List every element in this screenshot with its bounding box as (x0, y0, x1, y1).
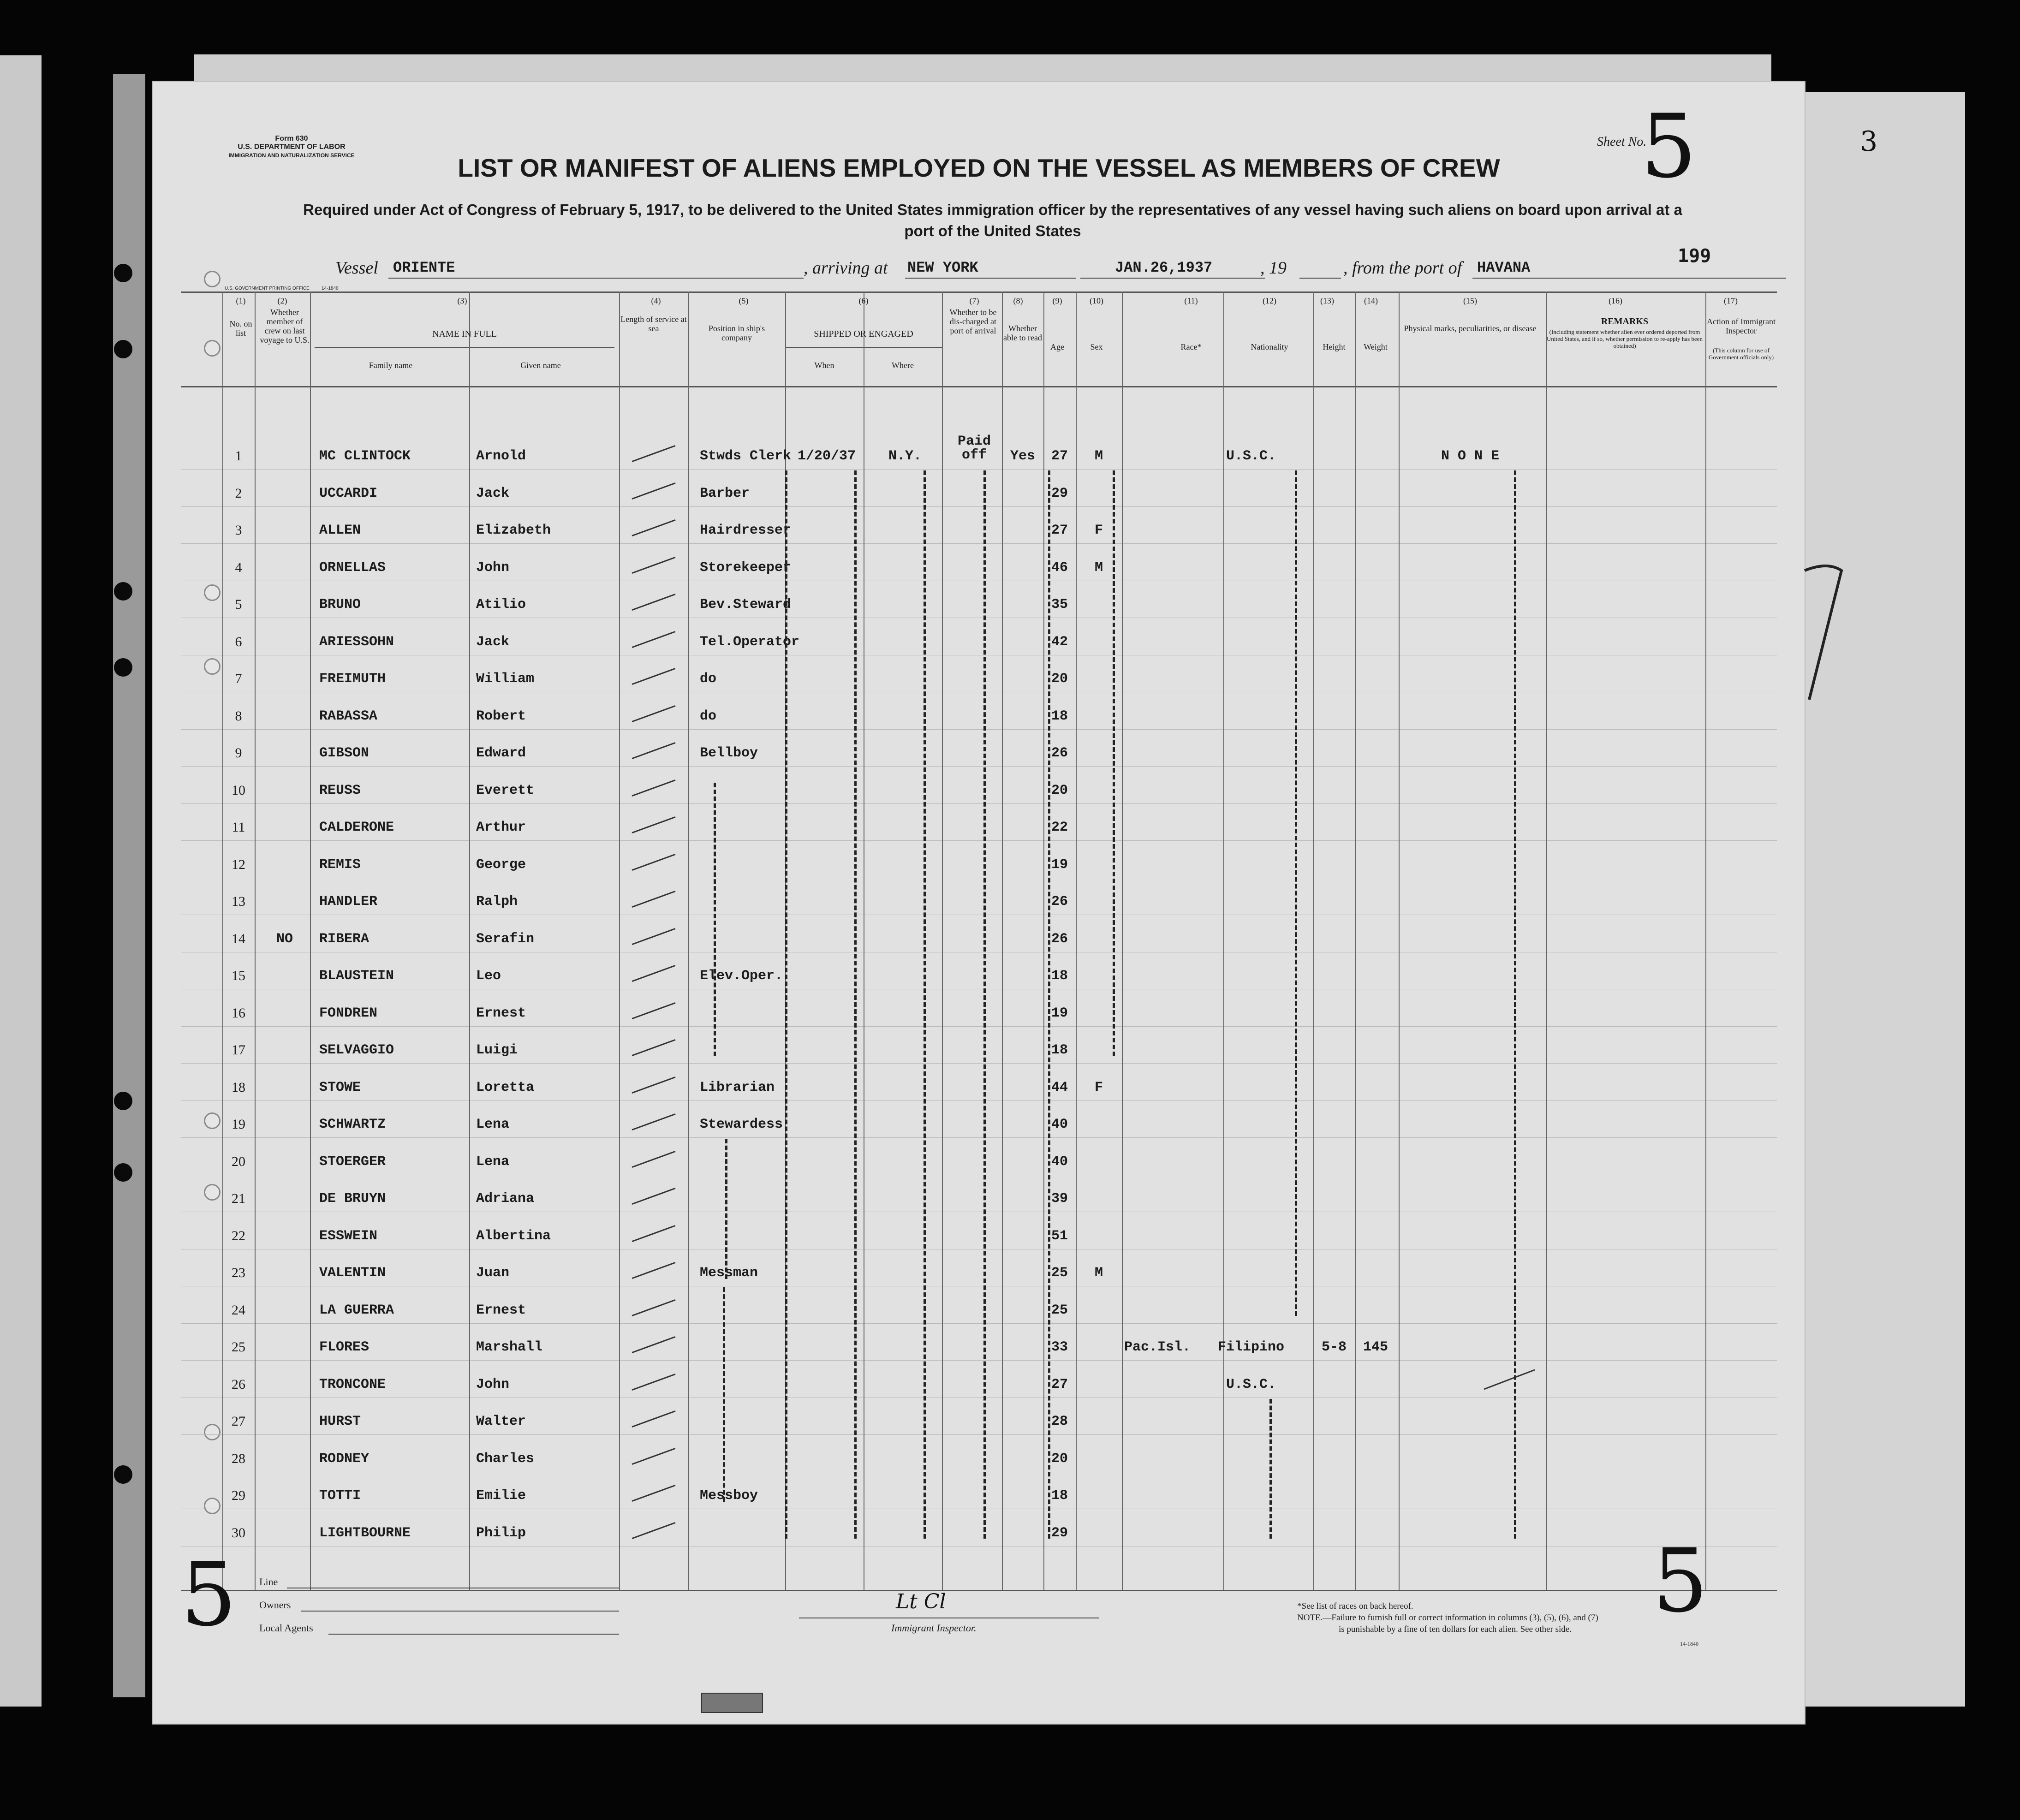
header-where: Where (892, 361, 914, 370)
age-cell: 22 (1051, 820, 1068, 835)
penalty-note-1: NOTE.—Failure to furnish full or correct information in columns (3), (5), (6), and (7) (1297, 1613, 1598, 1623)
form-number: Form 630 (275, 135, 308, 143)
date-underline (1080, 278, 1265, 279)
row-number: 27 (232, 1414, 245, 1429)
manifest-page (152, 81, 1878, 1725)
family-name-cell: ARIESSOHN (319, 634, 394, 650)
corner-number: 3 (1860, 125, 1878, 158)
age-cell: 19 (1051, 856, 1068, 873)
table-row (181, 783, 1777, 820)
col-num-13: (13) (1320, 296, 1334, 305)
sex-cell: M (1094, 1265, 1103, 1281)
ditto-mark-line (725, 1139, 727, 1279)
age-cell: 29 (1051, 485, 1068, 501)
age-cell: 46 (1051, 559, 1068, 576)
given-name-cell: Albertina (476, 1228, 551, 1244)
table-top-rule (181, 291, 1777, 293)
row-number: 18 (232, 1079, 245, 1095)
age-cell: 35 (1051, 597, 1068, 613)
given-name-cell: Loretta (476, 1079, 535, 1095)
ditto-mark-line (1048, 470, 1050, 1539)
family-name-cell: CALDERONE (319, 820, 394, 835)
sheet-label: Sheet No. (1597, 135, 1647, 149)
age-cell: 18 (1051, 968, 1068, 984)
table-row (181, 1525, 1777, 1563)
ditto-mark-line (854, 470, 857, 1539)
prior-crew-cell: NO (276, 931, 293, 947)
col-num-15: (15) (1463, 296, 1477, 305)
age-cell: 29 (1051, 1525, 1068, 1541)
punch-hole (114, 340, 132, 358)
sheet-number: 5 (1641, 95, 1697, 197)
row-number: 21 (232, 1191, 245, 1206)
row-number: 28 (232, 1451, 245, 1466)
punch-hole (114, 658, 132, 677)
ditto-mark-line (924, 470, 926, 1539)
family-name-cell: RABASSA (319, 708, 378, 724)
col-num-16: (16) (1609, 296, 1622, 305)
header-family-name: Family name (369, 361, 413, 370)
footer-form-code: 14-1840 (1680, 1641, 1698, 1647)
header-remarks-note: (Including statement whether alien ever ordered deported from United States, and if so, whether permission to re-apply has been obtained) (1547, 328, 1703, 349)
margin-bracket-mark (1800, 561, 1855, 709)
table-row (181, 1339, 1777, 1377)
col-num-5: (5) (739, 296, 749, 305)
local-agents-label: Local Agents (259, 1622, 313, 1634)
given-name-cell: Edward (476, 745, 526, 761)
arrival-underline (905, 278, 1076, 279)
height-cell: 5-8 (1321, 1339, 1347, 1355)
header-sex: Sex (1090, 342, 1103, 351)
able-to-read-cell: Yes (1010, 448, 1035, 464)
agents-underline (328, 1634, 619, 1635)
header-shipped: SHIPPED OR ENGAGED (814, 329, 913, 339)
row-number: 26 (232, 1376, 245, 1392)
family-name-cell: ESSWEIN (319, 1228, 378, 1244)
inspector-label: Immigrant Inspector. (891, 1622, 977, 1634)
family-name-cell: UCCARDI (319, 485, 378, 501)
given-name-cell: Serafin (476, 931, 535, 947)
age-cell: 18 (1051, 1042, 1068, 1058)
year-label: , 19 (1260, 258, 1287, 278)
age-cell: 26 (1051, 931, 1068, 947)
given-name-cell: Arthur (476, 820, 526, 835)
col-num-1: (1) (236, 296, 246, 305)
table-row (181, 1451, 1777, 1488)
position-cell: Stwds Clerk (700, 448, 792, 464)
sex-cell: F (1094, 523, 1103, 538)
nationality-cell: Filipino (1217, 1339, 1285, 1355)
given-name-cell: John (476, 559, 510, 576)
arriving-label: , arriving at (804, 258, 888, 278)
age-cell: 18 (1051, 708, 1068, 724)
vessel-label: Vessel (335, 258, 378, 278)
family-name-cell: LA GUERRA (319, 1302, 394, 1318)
family-name-cell: DE BRUYN (319, 1191, 386, 1207)
given-name-cell: John (476, 1376, 510, 1392)
row-number: 14 (232, 931, 245, 946)
row-number: 8 (235, 708, 242, 724)
ditto-mark-line (785, 470, 787, 1539)
length-of-service-tick (632, 445, 676, 462)
table-row (181, 1080, 1777, 1117)
header-action: Action of Immigrant Inspector (1707, 317, 1776, 335)
row-number: 3 (235, 523, 242, 538)
row-number: 22 (232, 1228, 245, 1243)
row-number: 25 (232, 1339, 245, 1355)
family-name-cell: SELVAGGIO (319, 1042, 394, 1058)
family-name-cell: HANDLER (319, 894, 378, 910)
given-name-cell: Charles (476, 1451, 535, 1467)
departure-underline (1472, 278, 1786, 279)
given-name-cell: Juan (476, 1265, 510, 1281)
header-height: Height (1323, 342, 1346, 351)
family-name-cell: RODNEY (319, 1451, 369, 1467)
position-cell: Hairdresser (700, 523, 792, 538)
age-cell: 25 (1051, 1265, 1068, 1281)
row-number: 12 (232, 856, 245, 872)
header-position: Position in ship's company (708, 324, 765, 342)
family-name-cell: BLAUSTEIN (319, 968, 394, 984)
table-row (181, 968, 1777, 1005)
given-name-cell: Philip (476, 1525, 526, 1541)
position-cell: Elev.Oper. (700, 968, 783, 984)
header-bottom-rule (181, 386, 1777, 387)
row-number: 30 (232, 1525, 245, 1540)
crew-table (181, 291, 1777, 1592)
family-name-cell: BRUNO (319, 597, 361, 613)
page-subtitle (241, 199, 1745, 242)
family-name-cell: FLORES (319, 1339, 369, 1355)
age-cell: 20 (1051, 671, 1068, 687)
age-cell: 19 (1051, 1005, 1068, 1021)
punch-hole (114, 1163, 132, 1182)
discharged-cell: Paid off (957, 434, 991, 463)
owners-underline (301, 1611, 619, 1612)
col-num-6: (6) (858, 296, 869, 305)
arrival-date: JAN.26,1937 (1115, 259, 1213, 276)
departure-port: HAVANA (1477, 259, 1531, 276)
given-name-cell: Luigi (476, 1042, 518, 1058)
punch-hole (114, 582, 132, 601)
age-cell: 20 (1051, 1451, 1068, 1467)
family-name-cell: GIBSON (319, 745, 369, 761)
race-cell: Pac.Isl. (1124, 1339, 1191, 1355)
from-port-label: , from the port of (1343, 258, 1462, 278)
table-row (181, 1005, 1777, 1043)
position-cell: Bev.Steward (700, 597, 792, 613)
subtitle-line-1: Required under Act of Congress of February 5, 1917, to be delivered to the United States immigration officer by the representatives of any vessel having such aliens on board upon arrival at a (303, 201, 1682, 218)
header-physical: Physical marks, peculiarities, or disease (1404, 324, 1537, 333)
owners-label: Owners (259, 1599, 291, 1611)
age-cell: 33 (1051, 1339, 1068, 1355)
age-cell: 27 (1051, 1376, 1068, 1392)
family-name-cell: HURST (319, 1414, 361, 1429)
header-given-name: Given name (520, 361, 561, 370)
binder-ring (204, 271, 220, 287)
table-row (181, 894, 1777, 931)
age-cell: 27 (1051, 448, 1068, 464)
ditto-mark-line (1295, 470, 1297, 1316)
given-name-cell: George (476, 856, 526, 873)
position-cell: do (700, 708, 717, 724)
table-row (181, 434, 1777, 486)
col-num-9: (9) (1052, 296, 1062, 305)
given-name-cell: Robert (476, 708, 526, 724)
table-row (181, 857, 1777, 894)
table-row (181, 1414, 1777, 1451)
header-race: Race* (1180, 342, 1202, 351)
ditto-mark-line (714, 783, 716, 1057)
shipped-when-cell: 1/20/37 (797, 448, 856, 464)
age-cell: 44 (1051, 1079, 1068, 1095)
given-name-cell: Everett (476, 782, 535, 798)
age-cell: 26 (1051, 745, 1068, 761)
position-cell: Tel.Operator (700, 634, 800, 650)
col-num-17: (17) (1724, 296, 1738, 305)
stamp-number: 199 (1678, 245, 1711, 267)
row-number: 19 (232, 1117, 245, 1132)
header-nationality: Nationality (1251, 342, 1288, 351)
table-bottom-rule (181, 1590, 1777, 1591)
vessel-underline (388, 278, 804, 279)
table-row (181, 1377, 1777, 1414)
family-name-cell: STOWE (319, 1079, 361, 1095)
ditto-mark-line (1113, 470, 1115, 1056)
family-name-cell: TOTTI (319, 1488, 361, 1504)
table-row (181, 486, 1777, 523)
given-name-cell: Walter (476, 1414, 526, 1429)
header-prior-crew: Whether member of crew on last voyage to U.S. (260, 308, 310, 345)
table-row (181, 1228, 1777, 1266)
table-row (181, 931, 1777, 969)
header-read: Whether able to read (1003, 324, 1042, 342)
position-cell: Stewardess (700, 1117, 783, 1132)
row-number: 5 (235, 597, 242, 612)
table-row (181, 1303, 1777, 1340)
family-name-cell: LIGHTBOURNE (319, 1525, 411, 1541)
race-note: *See list of races on back hereof. (1297, 1601, 1413, 1611)
row-number: 15 (232, 968, 245, 983)
handwritten-count-right: 5 (1652, 1530, 1708, 1632)
physical-marks-cell: N O N E (1441, 448, 1500, 464)
col-num-11: (11) (1184, 296, 1198, 305)
family-name-cell: ALLEN (319, 523, 361, 538)
row-number: 4 (235, 559, 242, 575)
row-number: 2 (235, 485, 242, 501)
given-name-cell: Jack (476, 485, 510, 501)
row-number: 13 (232, 894, 245, 909)
line-label: Line (259, 1576, 278, 1588)
vessel-name: ORIENTE (393, 259, 455, 276)
table-row (181, 1265, 1777, 1303)
col-num-2: (2) (277, 296, 287, 305)
ditto-mark-line (1269, 1399, 1272, 1539)
age-cell: 39 (1051, 1191, 1068, 1207)
row-number: 9 (235, 745, 242, 761)
header-age: Age (1050, 342, 1064, 351)
age-cell: 25 (1051, 1302, 1068, 1318)
given-name-cell: Adriana (476, 1191, 535, 1207)
arrival-port: NEW YORK (907, 259, 978, 276)
age-cell: 26 (1051, 894, 1068, 910)
nationality-cell: U.S.C. (1226, 448, 1276, 464)
given-name-cell: Emilie (476, 1488, 526, 1504)
col-num-10: (10) (1090, 296, 1103, 305)
family-name-cell: TRONCONE (319, 1376, 386, 1392)
back-sheet-right (1790, 92, 1965, 1707)
sex-cell: M (1094, 559, 1103, 576)
row-number: 17 (232, 1042, 245, 1058)
position-cell: Messboy (700, 1488, 758, 1504)
ditto-mark-line (983, 470, 986, 1539)
given-name-cell: Leo (476, 968, 501, 984)
given-name-cell: Ernest (476, 1302, 526, 1318)
name-subheader-rule (315, 347, 614, 348)
nationality-cell: U.S.C. (1226, 1376, 1276, 1392)
header-remarks: REMARKS (1601, 316, 1649, 327)
header-name-in-full: NAME IN FULL (432, 329, 497, 339)
age-cell: 40 (1051, 1154, 1068, 1170)
family-name-cell: FONDREN (319, 1005, 378, 1021)
row-number: 20 (232, 1154, 245, 1169)
table-row (181, 820, 1777, 857)
col-num-14: (14) (1364, 296, 1378, 305)
row-number: 1 (235, 448, 242, 464)
row-number: 11 (232, 820, 245, 835)
punch-hole (114, 264, 132, 282)
year-underline (1299, 278, 1341, 279)
given-name-cell: Ralph (476, 894, 518, 910)
age-cell: 20 (1051, 782, 1068, 798)
printing-office: U.S. GOVERNMENT PRINTING OFFICE (225, 286, 310, 291)
position-cell: Storekeeper (700, 559, 792, 576)
col-num-3: (3) (457, 296, 467, 305)
table-row (181, 745, 1777, 783)
row-number: 23 (232, 1265, 245, 1280)
col-num-12: (12) (1263, 296, 1276, 305)
page-title: LIST OR MANIFEST OF ALIENS EMPLOYED ON THE VESSEL AS MEMBERS OF CREW (458, 154, 1500, 182)
given-name-cell: William (476, 671, 535, 687)
table-row (181, 634, 1777, 672)
table-row (181, 1191, 1777, 1228)
position-cell: do (700, 671, 717, 687)
header-no-on-list: No. on list (229, 319, 252, 338)
punch-hole (114, 1092, 132, 1110)
age-cell: 51 (1051, 1228, 1068, 1244)
row-number: 10 (232, 782, 245, 798)
given-name-cell: Ernest (476, 1005, 526, 1021)
col-num-4: (4) (651, 296, 661, 305)
table-row (181, 1042, 1777, 1080)
weight-cell: 145 (1363, 1339, 1388, 1355)
family-name-cell: VALENTIN (319, 1265, 386, 1281)
sex-cell: F (1094, 1079, 1103, 1095)
family-name-cell: FREIMUTH (319, 671, 386, 687)
col-num-8: (8) (1013, 296, 1023, 305)
age-cell: 27 (1051, 523, 1068, 538)
given-name-cell: Marshall (476, 1339, 543, 1355)
header-when: When (814, 361, 834, 370)
row-number: 6 (235, 634, 242, 649)
family-name-cell: RIBERA (319, 931, 369, 947)
family-name-cell: REMIS (319, 856, 361, 873)
age-cell: 42 (1051, 634, 1068, 650)
header-weight: Weight (1364, 342, 1388, 351)
ditto-mark-line (723, 1287, 725, 1502)
table-row (181, 1154, 1777, 1191)
row-number: 29 (232, 1488, 245, 1503)
family-name-cell: REUSS (319, 782, 361, 798)
given-name-cell: Atilio (476, 597, 526, 613)
page-clip (701, 1693, 763, 1713)
header-discharged: Whether to be dis-charged at port of arrival (949, 308, 997, 335)
header-action-note: (This column for use of Government officials only) (1708, 347, 1774, 361)
family-name-cell: STOERGER (319, 1154, 386, 1170)
family-name-cell: SCHWARTZ (319, 1117, 386, 1132)
table-row (181, 597, 1777, 634)
shipped-where-cell: N.Y. (888, 448, 922, 464)
position-cell: Bellboy (700, 745, 758, 761)
position-cell: Librarian (700, 1079, 775, 1095)
col-num-7: (7) (969, 296, 979, 305)
department-name: U.S. DEPARTMENT OF LABOR (238, 143, 346, 151)
service-name: IMMIGRATION AND NATURALIZATION SERVICE (228, 152, 355, 159)
table-row (181, 671, 1777, 708)
row-number: 7 (235, 671, 242, 686)
inspector-signature: Lt Cl (896, 1590, 946, 1613)
family-name-cell: MC CLINTOCK (319, 448, 411, 464)
penalty-note-2: is punishable by a fine of ten dollars for each alien. See other side. (1339, 1624, 1572, 1634)
header-length-service: Length of service at sea (620, 315, 687, 333)
remark-check-mark (1482, 1366, 1537, 1394)
position-cell: Barber (700, 485, 750, 501)
binding-strip (113, 74, 145, 1697)
table-row (181, 560, 1777, 597)
given-name-cell: Lena (476, 1117, 510, 1132)
position-cell: Messman (700, 1265, 758, 1281)
given-name-cell: Lena (476, 1154, 510, 1170)
sex-cell: M (1094, 448, 1103, 464)
back-sheet-left (0, 55, 42, 1707)
given-name-cell: Jack (476, 634, 510, 650)
age-cell: 40 (1051, 1117, 1068, 1132)
row-number: 24 (232, 1302, 245, 1318)
table-row (181, 523, 1777, 560)
age-cell: 18 (1051, 1488, 1068, 1504)
age-cell: 28 (1051, 1414, 1068, 1429)
handwritten-count-left: 5 (181, 1544, 237, 1646)
print-code: 14-1840 (322, 286, 339, 291)
given-name-cell: Elizabeth (476, 523, 551, 538)
table-row (181, 708, 1777, 746)
subtitle-line-2: port of the United States (904, 222, 1081, 239)
table-row (181, 1488, 1777, 1525)
given-name-cell: Arnold (476, 448, 526, 464)
family-name-cell: ORNELLAS (319, 559, 386, 576)
punch-hole (114, 1465, 132, 1484)
table-row (181, 1117, 1777, 1154)
row-number: 16 (232, 1005, 245, 1021)
